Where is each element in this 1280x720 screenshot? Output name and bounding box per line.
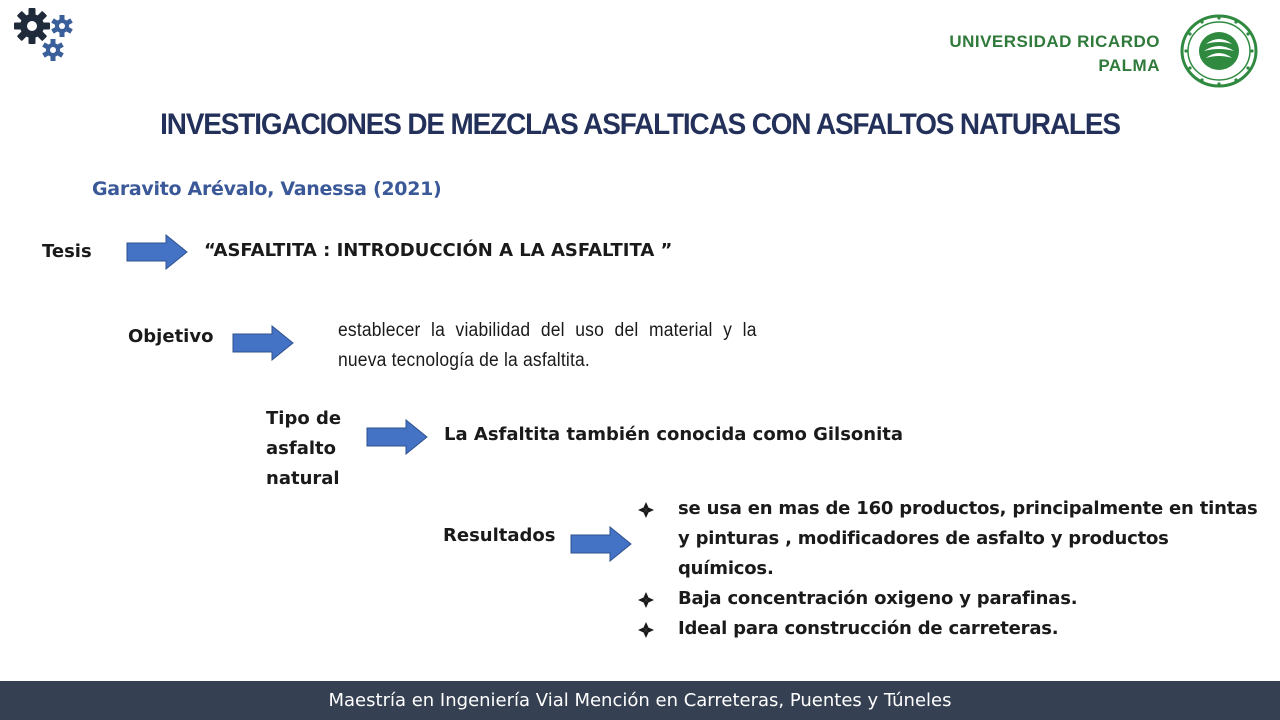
footer-bar — [0, 681, 1280, 720]
resultado-text: Ideal para construcción de carreteras. — [678, 618, 1059, 639]
university-name-line1: UNIVERSIDAD RICARDO — [949, 32, 1160, 51]
list-item — [638, 494, 1258, 584]
tesis-title: “ASFALTITA : INTRODUCCIÓN A LA ASFALTITA ” — [204, 240, 673, 261]
right-arrow-icon — [232, 325, 294, 361]
objetivo-label: Objetivo — [128, 326, 214, 347]
university-name — [900, 30, 1160, 78]
right-arrow-icon — [126, 234, 188, 270]
diamond-bullet-icon — [638, 622, 654, 638]
objetivo-text: establecer la viabilidad del uso del material y la nueva tecnología de la asfaltita. — [338, 320, 757, 371]
right-arrow-icon — [366, 419, 428, 455]
diamond-bullet-icon — [638, 592, 654, 608]
resultado-text: Baja concentración oxigeno y parafinas. — [678, 588, 1078, 609]
resultados-list — [638, 494, 1258, 644]
university-name-line2: PALMA — [1098, 56, 1160, 75]
diamond-bullet-icon — [638, 502, 654, 518]
tipo-asfalto-label: Tipo de asfalto natural — [266, 408, 342, 489]
tesis-label: Tesis — [42, 241, 92, 262]
list-item — [638, 584, 1258, 614]
gears-icon — [10, 4, 78, 62]
author-citation: Garavito Arévalo, Vanessa (2021) — [92, 178, 442, 200]
university-seal-logo — [1180, 14, 1258, 88]
footer-text: Maestría en Ingeniería Vial Mención en Carreteras, Puentes y Túneles — [328, 690, 952, 711]
resultado-text: se usa en mas de 160 productos, principalmente en tintas y pinturas , modificadores de asfalto y productos químicos. — [678, 498, 1258, 579]
right-arrow-icon — [570, 526, 632, 562]
tipo-asfalto-text: La Asfaltita también conocida como Gilsonita — [444, 424, 904, 445]
resultados-label: Resultados — [443, 525, 556, 546]
list-item — [638, 614, 1258, 644]
slide-title: INVESTIGACIONES DE MEZCLAS ASFALTICAS CON ASFALTOS NATURALES — [160, 108, 1120, 141]
